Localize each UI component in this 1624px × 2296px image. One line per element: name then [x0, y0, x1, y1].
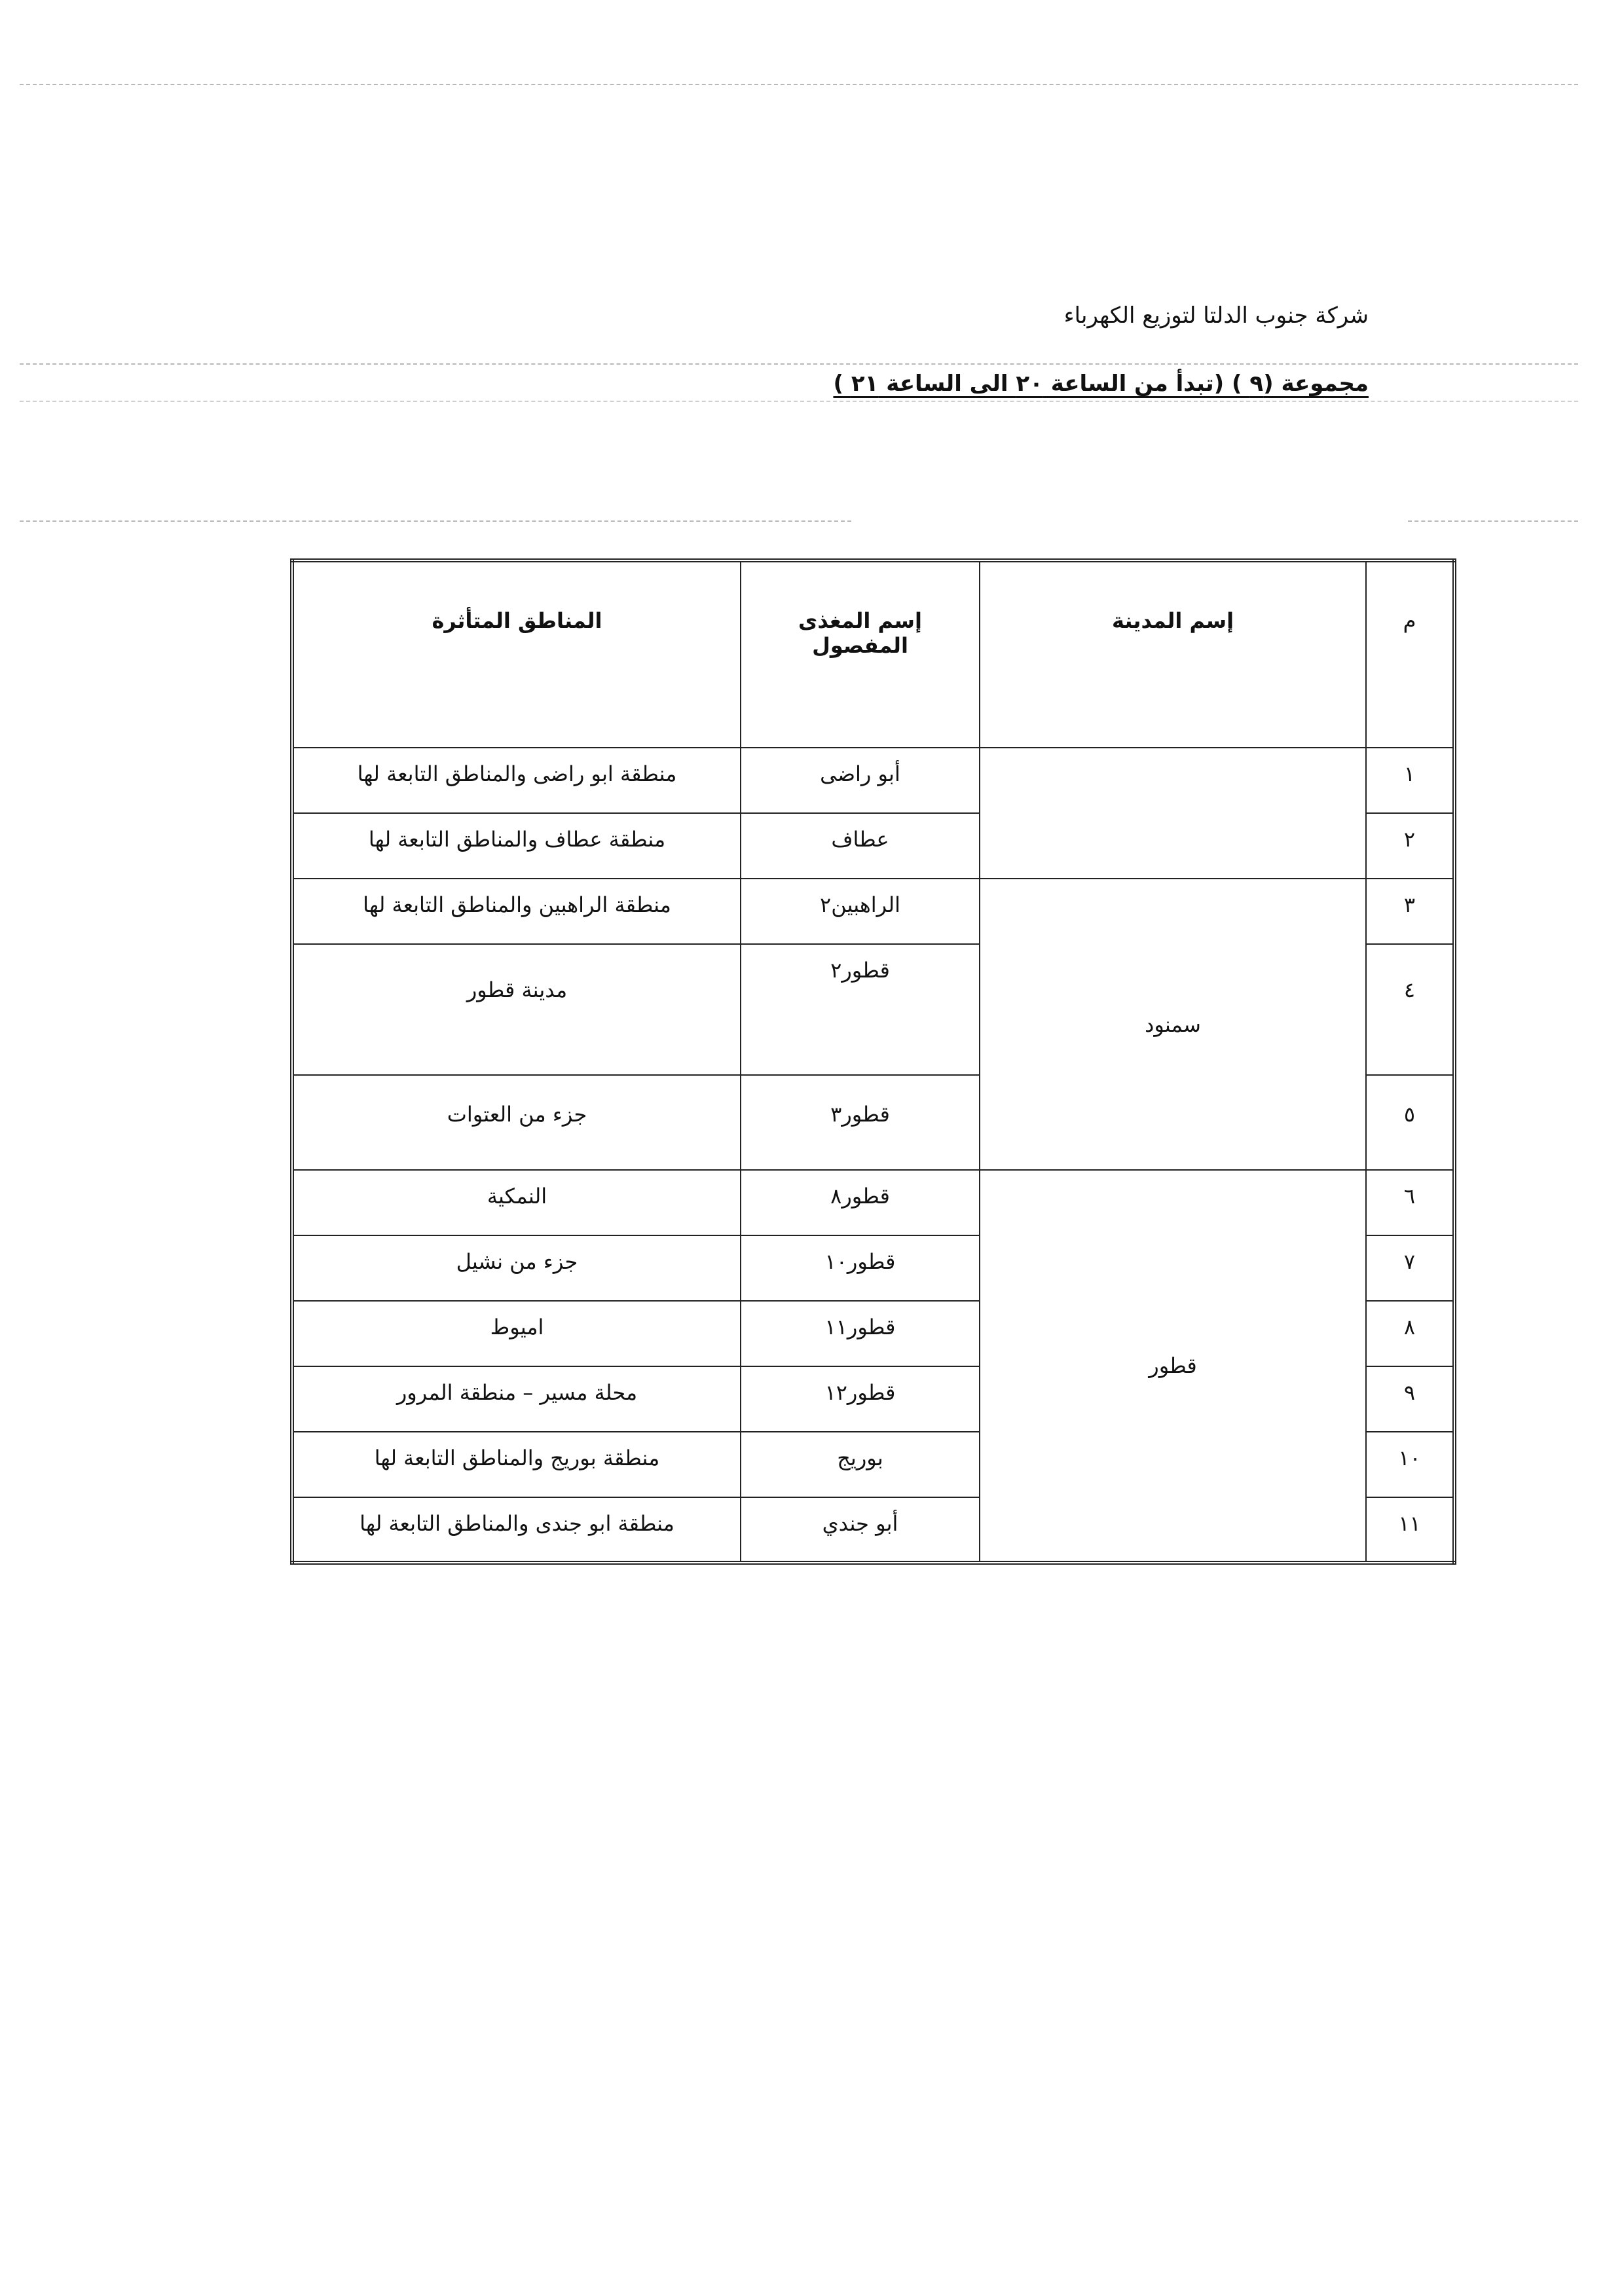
area-cell: منطقة ابو جندى والمناطق التابعة لها [292, 1497, 741, 1563]
feeder-cell: قطور١٢ [741, 1366, 980, 1432]
row-number: ٥ [1366, 1075, 1454, 1170]
header-areas: المناطق المتأثرة [292, 560, 741, 748]
table-row [292, 879, 1454, 944]
top-rule [20, 84, 1578, 85]
row-number: ١٠ [1366, 1432, 1454, 1497]
row-number: ٢ [1366, 813, 1454, 879]
pre-table-rule-right [1408, 520, 1578, 522]
area-cell: جزء من نشيل [292, 1235, 741, 1301]
area-cell: محلة مسير – منطقة المرور [292, 1366, 741, 1432]
area-cell: اميوط [292, 1301, 741, 1366]
company-name: شركة جنوب الدلتا لتوزيع الكهرباء [1063, 302, 1369, 329]
feeder-cell: الراهبين٢ [741, 879, 980, 944]
area-cell: منطقة بوريج والمناطق التابعة لها [292, 1432, 741, 1497]
feeder-cell: عطاف [741, 813, 980, 879]
header-rule [20, 363, 1578, 365]
area-cell: جزء من العتوات [292, 1075, 741, 1170]
city-cell: قطور [980, 1170, 1366, 1563]
city-cell [980, 748, 1366, 879]
header-city: إسم المدينة [980, 560, 1366, 748]
row-number: ٣ [1366, 879, 1454, 944]
feeder-cell: قطور٢ [741, 944, 980, 1075]
row-number: ٤ [1366, 944, 1454, 1075]
row-number: ١١ [1366, 1497, 1454, 1563]
area-cell: منطقة ابو راضى والمناطق التابعة لها [292, 748, 741, 813]
feeder-cell: أبو جندي [741, 1497, 980, 1563]
group-title: مجموعة (٩ ) (تبدأ من الساعة ٢٠ الى الساعة ٢١ ) [833, 371, 1369, 397]
header-number: م [1366, 560, 1454, 748]
feeder-cell: بوريج [741, 1432, 980, 1497]
feeder-cell: قطور٣ [741, 1075, 980, 1170]
row-number: ٩ [1366, 1366, 1454, 1432]
area-cell: مدينة قطور [292, 944, 741, 1075]
schedule-table [290, 558, 1456, 1565]
feeder-cell: أبو راضى [741, 748, 980, 813]
row-number: ٦ [1366, 1170, 1454, 1235]
feeder-cell: قطور١١ [741, 1301, 980, 1366]
feeder-cell: قطور١٠ [741, 1235, 980, 1301]
area-cell: منطقة الراهبين والمناطق التابعة لها [292, 879, 741, 944]
schedule-table-container [290, 558, 1452, 1565]
city-cell: سمنود [980, 879, 1366, 1170]
area-cell: النمكية [292, 1170, 741, 1235]
row-number: ٨ [1366, 1301, 1454, 1366]
area-cell: منطقة عطاف والمناطق التابعة لها [292, 813, 741, 879]
header-feeder: إسم المغذى المفصول [741, 560, 980, 748]
row-number: ٧ [1366, 1235, 1454, 1301]
pre-table-rule-left [20, 520, 851, 522]
table-header-row [292, 560, 1454, 748]
row-number: ١ [1366, 748, 1454, 813]
subheader-rule [20, 401, 1578, 402]
feeder-cell: قطور٨ [741, 1170, 980, 1235]
table-row [292, 748, 1454, 813]
table-row [292, 1170, 1454, 1235]
